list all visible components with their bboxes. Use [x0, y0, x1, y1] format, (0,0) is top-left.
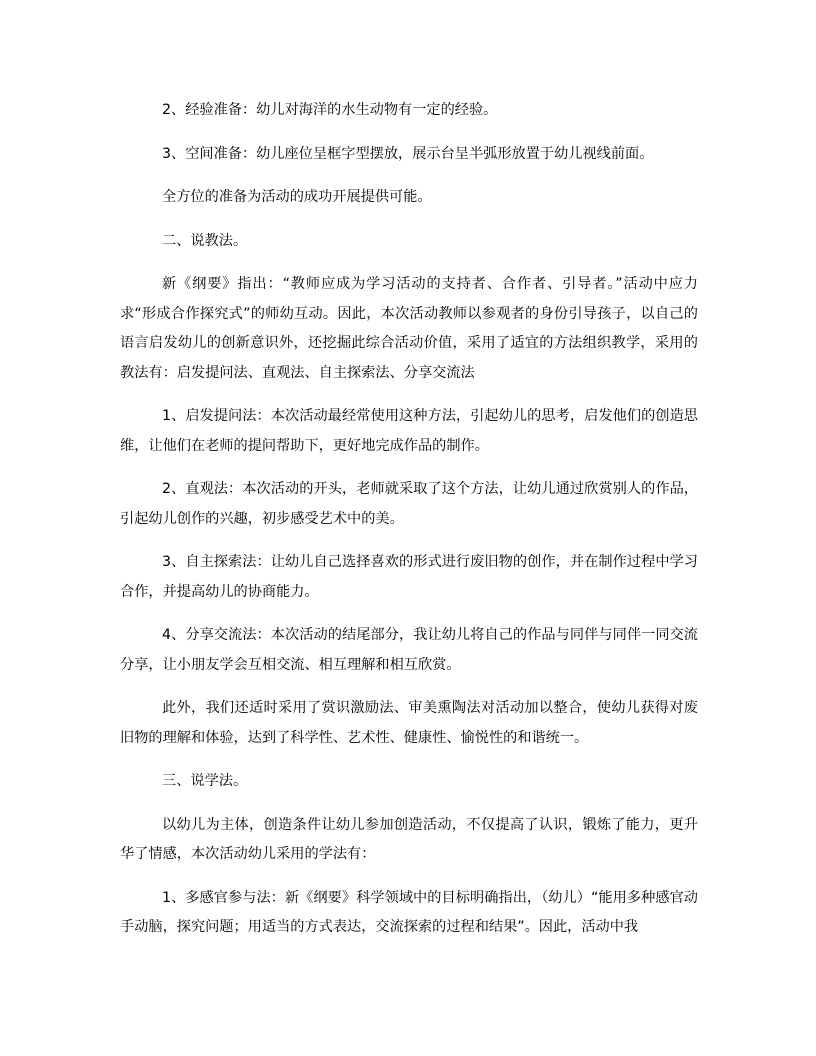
paragraph-method-questioning: 1、启发提问法：本次活动最经常使用这种方法，引起幼儿的思考，启发他们的创造思维，让他们在老师的提问帮助下，更好地完成作品的制作。 [120, 408, 698, 454]
paragraph-method-sharing: 4、分享交流法：本次活动的结尾部分，我让幼儿将自己的作品与同伴与同伴一同交流分享，让小朋友学会互相交流、相互理解和相互欣赏。 [120, 627, 698, 673]
paragraph-multisensory-method: 1、多感官参与法：新《纲要》科学领域中的目标明确指出，（幼儿）“能用多种感官动手动脑，探究问题；用适当的方式表达，交流探索的过程和结果”。因此，活动中我 [120, 889, 698, 935]
paragraph-learning-methods-intro: 以幼儿为主体，创造条件让幼儿参加创造活动，不仅提高了认识，锻炼了能力，更升华了情感，本次活动幼儿采用的学法有： [120, 816, 698, 862]
paragraph-prep-summary: 全方位的准备为活动的成功开展提供可能。 [162, 189, 432, 205]
paragraph-teaching-methods-intro: 新《纲要》指出：“教师应成为学习活动的支持者、合作者、引导者。”活动中应力求“形成合作探究式”的师幼互动。因此，本次活动教师以参观者的身份引导孩子，以自己的语言启发幼儿的创新意识外，还挖掘此综合活动价值，采用了适宜的方法组织教学，采用的教法有：启发提问法、直观法、自主探索法、分享交流法 [120, 276, 698, 381]
paragraph-space-prep: 3、空间准备：幼儿座位呈框字型摆放，展示台呈半弧形放置于幼儿视线前面。 [162, 145, 654, 162]
paragraph-method-visual: 2、直观法：本次活动的开头，老师就采取了这个方法，让幼儿通过欣赏别人的作品，引起幼儿创作的兴趣，初步感受艺术中的美。 [120, 481, 698, 527]
document-body [120, 96, 698, 957]
paragraph-method-exploration: 3、自主探索法：让幼儿自己选择喜欢的形式进行废旧物的创作，并在制作过程中学习合作，并提高幼儿的协商能力。 [120, 554, 698, 600]
paragraph-methods-additional: 此外，我们还适时采用了赏识激励法、审美熏陶法对活动加以整合，使幼儿获得对废旧物的理解和体验，达到了科学性、艺术性、健康性、愉悦性的和谐统一。 [120, 700, 698, 746]
paragraph-experience-prep: 2、经验准备：幼儿对海洋的水生动物有一定的经验。 [162, 102, 498, 118]
section-heading-teaching-methods: 二、说教法。 [162, 232, 248, 249]
section-heading-learning-methods: 三、说学法。 [162, 773, 248, 789]
